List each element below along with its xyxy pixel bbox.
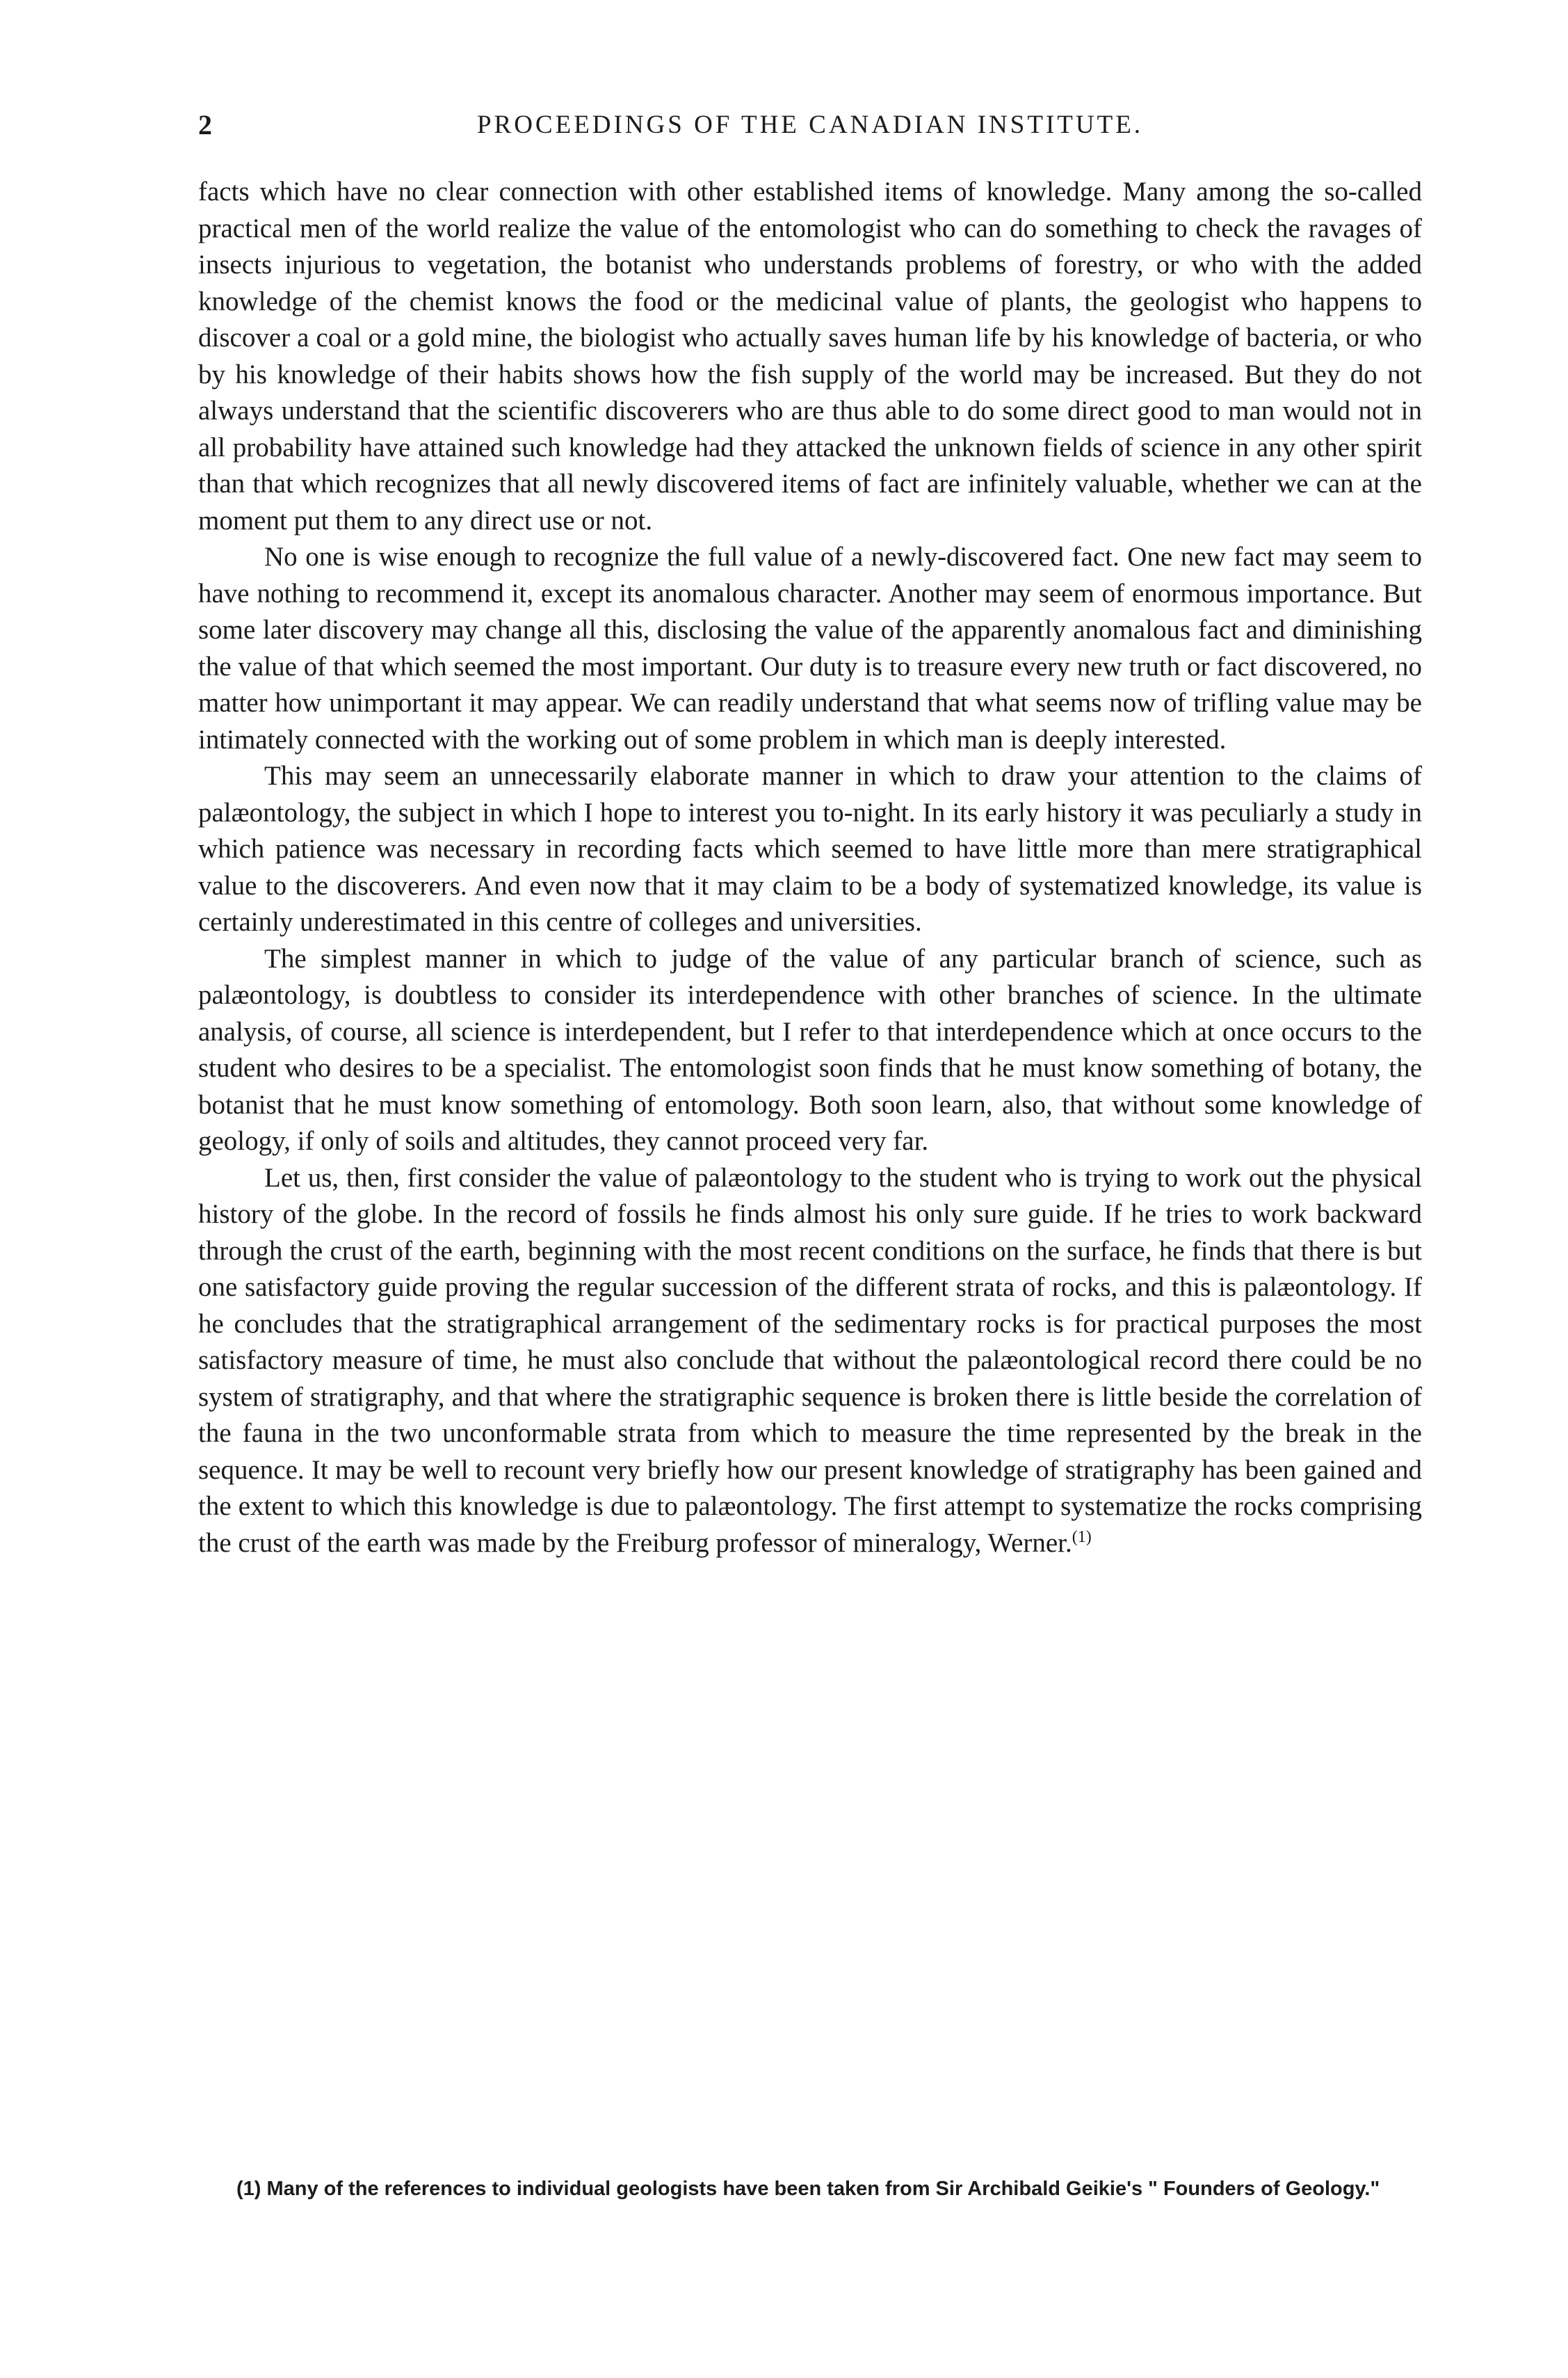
page-header xyxy=(198,104,1422,146)
page-number: 2 xyxy=(198,109,212,140)
footnote: (1) Many of the references to individual geologists have been taken from Sir Archibald Geikie's " Founders of Geology." xyxy=(236,2178,1380,2200)
paragraph: No one is wise enough to recognize the full value of a newly-discovered fact. One new fact may seem to have nothing to recommend it, except its anomalous character. Another may seem of enormous importance. But some later discovery may change all this, disclosing the value of the apparently anomalous fact and diminishing the value of that which seemed the most important. Our duty is to treasure every new truth or fact discovered, no matter how unimportant it may appear. We can readily understand that what seems now of trifling value may be intimately connected with the working out of some problem in which man is deeply interested. xyxy=(198,542,1422,755)
paragraph: Let us, then, first consider the value of palæontology to the student who is trying to work out the physical history of the globe. In the record of fossils he finds almost his only sure guide. If he tries to work backward through the crust of the earth, beginning with the most recent conditions on the surface, he finds that there is but one satisfactory guide proving the regular succession of the different strata of rocks, and this is palæontology. If he concludes that the stratigraphical arrangement of the sedimentary rocks is for practical purposes the most satisfactory measure of time, he must also conclude that without the palæontological record there could be no system of stratigraphy, and that where the stratigraphic sequence is broken there is little beside the correlation of the fauna in the two unconformable strata from which to measure the time represented by the break in the sequence. It may be well to recount very briefly how our present knowledge of stratigraphy has been gained and the extent to which this knowledge is due to palæontology. The first attempt to systematize the rocks comprising the crust of the earth was made by the Freiburg professor of mineralogy, Werner.$^{(1)}$ xyxy=(198,1162,1422,1558)
paragraph: facts which have no clear connection with other established items of knowledge. Many among the so-called practical men of the world realize the value of the entomologist who can do something to check the ravages of insects injurious to vegetation, the botanist who understands problems of forestry, or who with the added knowledge of the chemist knows the food or the medicinal value of plants, the geologist who happens to discover a coal or a gold mine, the biologist who actually saves human life by his knowledge of bacteria, or who by his knowledge of their habits shows how the fish supply of the world may be increased. But they do not always understand that the scientific discoverers who are thus able to do some direct good to man would not in all probability have attained such knowledge had they attacked the unknown fields of science in any other spirit than that which recognizes that all newly discovered items of fact are infinitely valuable, whether we can at the moment put them to any direct use or not. xyxy=(198,177,1422,536)
running-title: PROCEEDINGS OF THE CANADIAN INSTITUTE. xyxy=(476,111,1144,139)
paragraph: The simplest manner in which to judge of the value of any particular branch of science, such as palæontology, is doubtless to consider its interdependence with other branches of science. In the ultimate analysis, of course, all science is interdependent, but I refer to that interdependence which at once occurs to the student who desires to be a specialist. The entomologist soon finds that he must know something of botany, the botanist that he must know something of entomology. Both soon learn, also, that without some knowledge of geology, if only of soils and altitudes, they cannot proceed very far. xyxy=(198,943,1422,1156)
body-text xyxy=(198,174,1422,1561)
paragraph: This may seem an unnecessarily elaborate manner in which to draw your attention to the claims of palæontology, the subject in which I hope to interest you to-night. In its early history it was peculiarly a study in which patience was necessary in recording facts which seemed to have little more than mere stratigraphical value to the discoverers. And even now that it may claim to be a body of systematized knowledge, its value is certainly underestimated in this centre of colleges and universities. xyxy=(198,761,1422,937)
footnote-marker: (1) xyxy=(1072,1527,1092,1546)
